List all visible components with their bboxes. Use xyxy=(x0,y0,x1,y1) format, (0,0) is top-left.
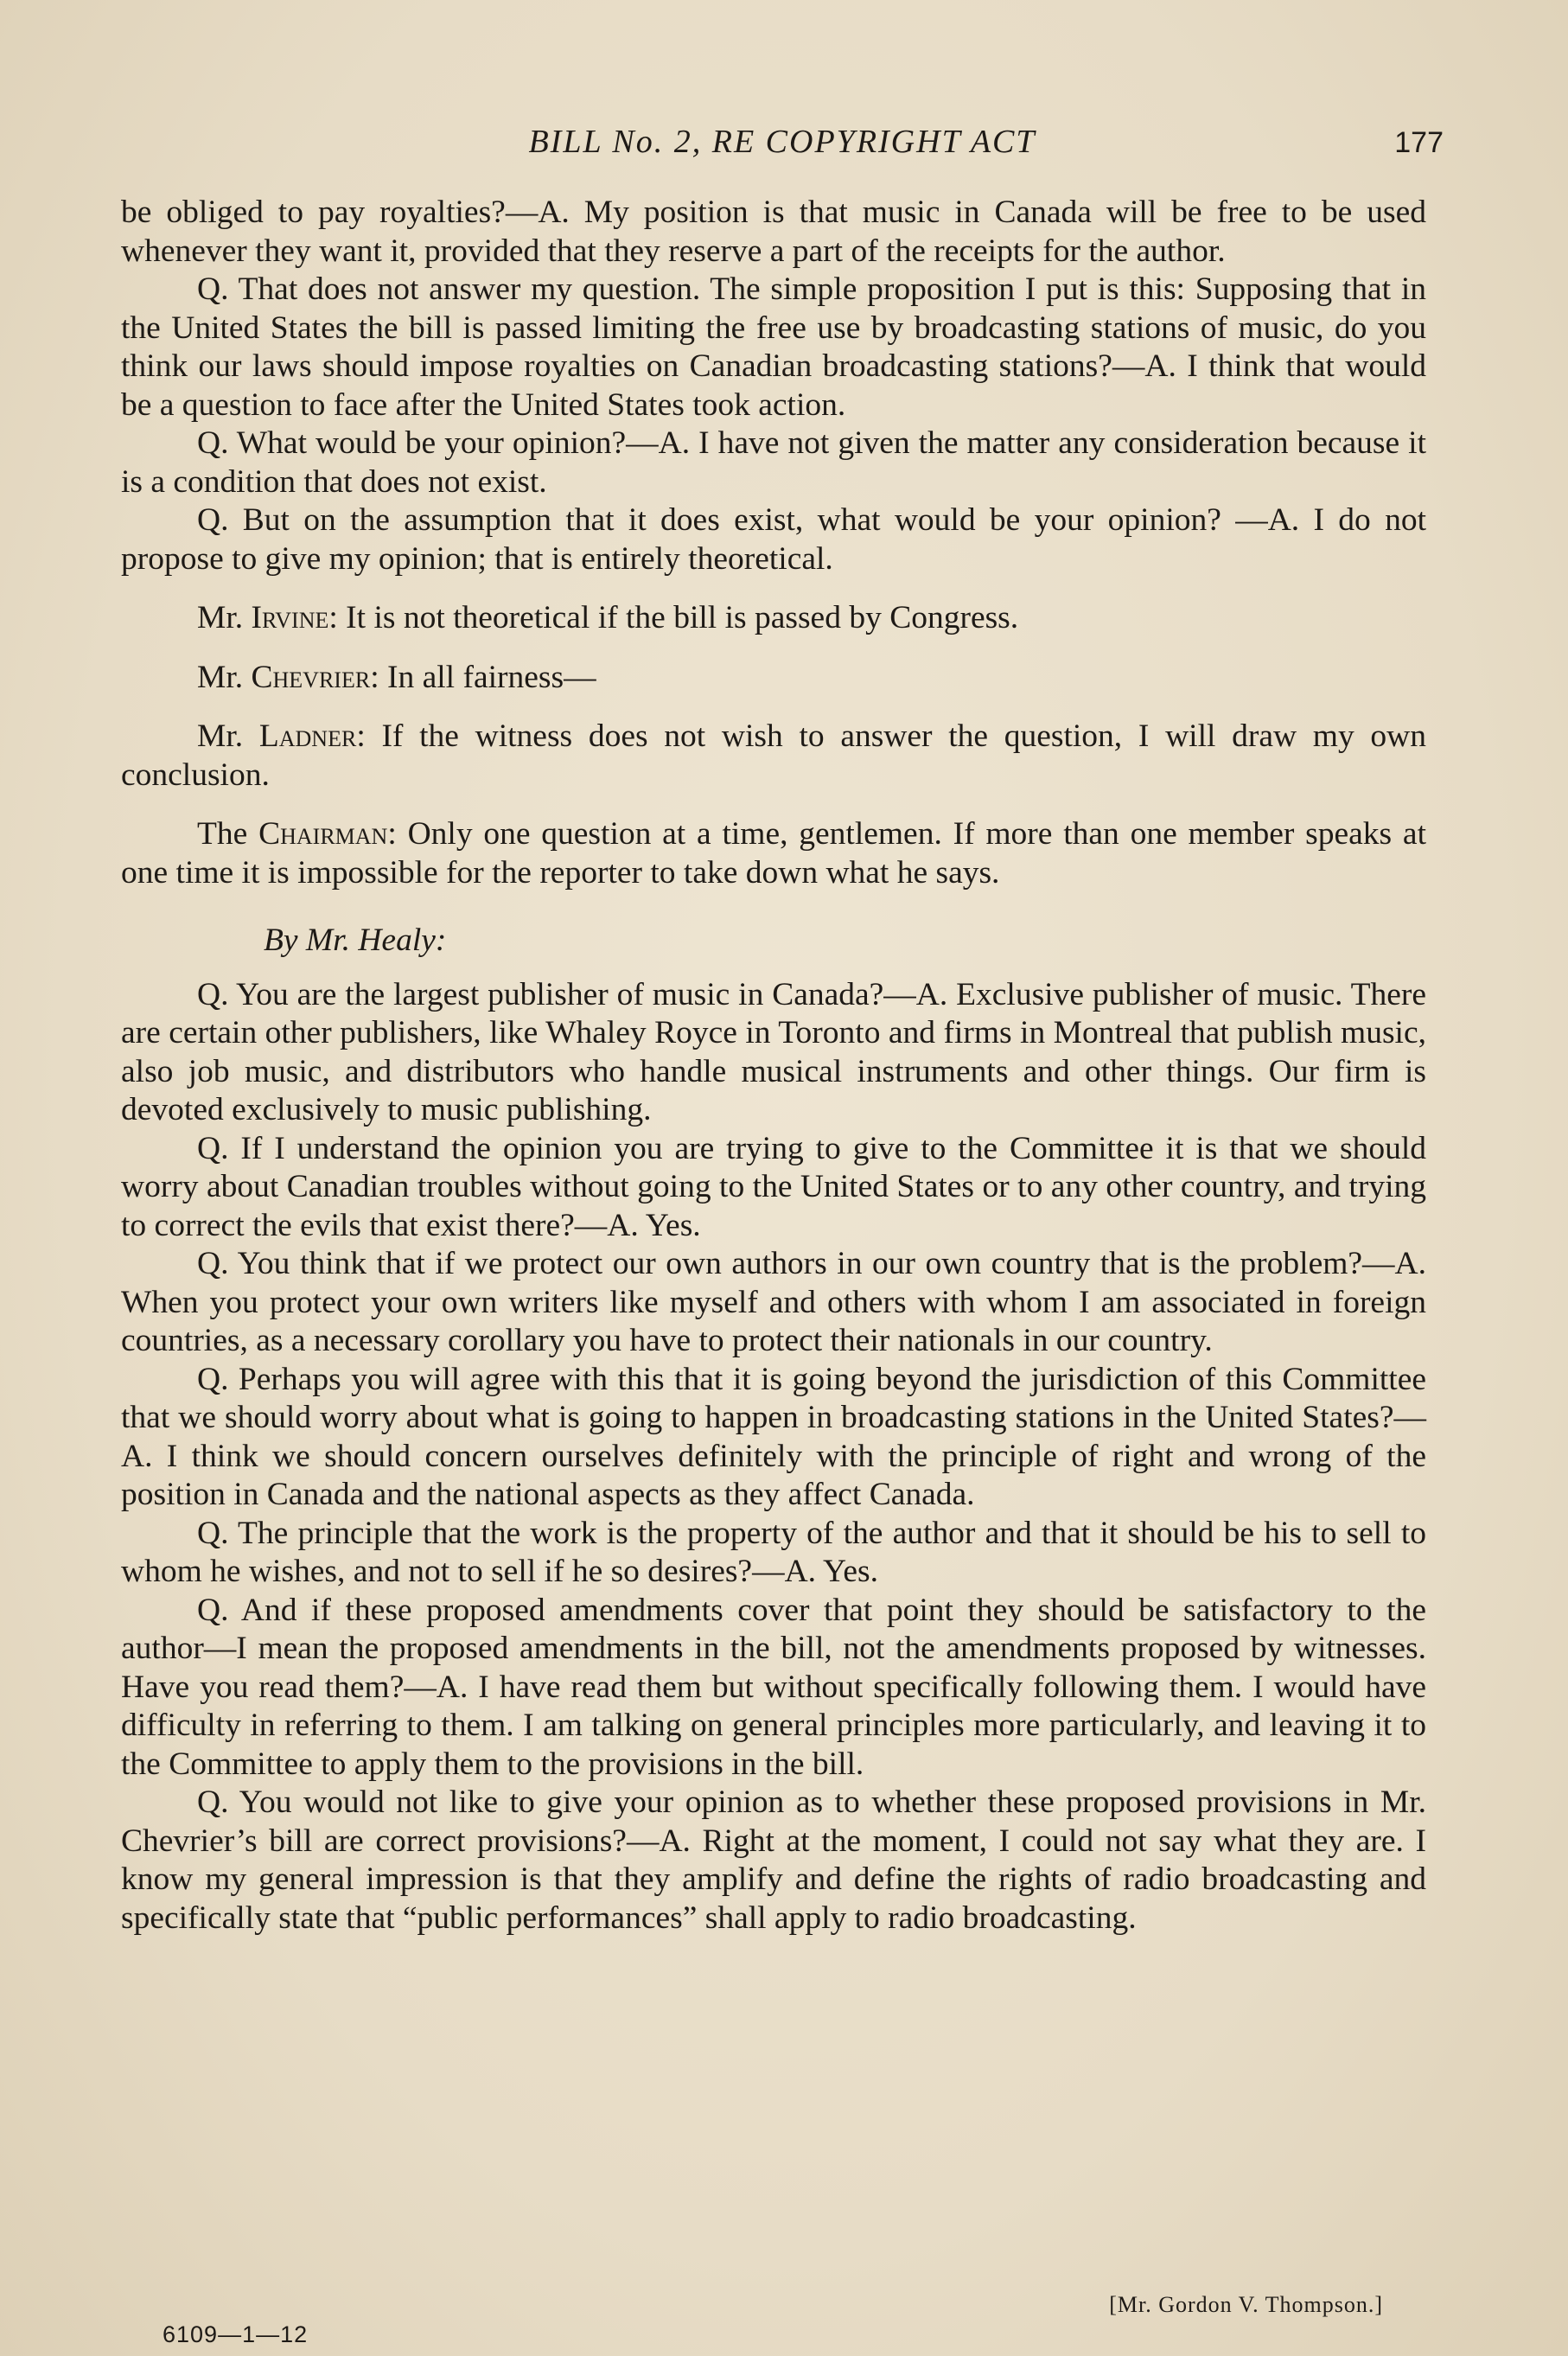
speaker-text: Only one question at a time, gentlemen. If more than one member speaks at one time it is impossible for the reporter to take down what he says. xyxy=(121,816,1426,891)
witness-attribution: [Mr. Gordon V. Thompson.] xyxy=(1109,2292,1383,2317)
speaker-name: Irvine xyxy=(251,600,329,635)
byline: By Mr. Healy: xyxy=(264,923,447,958)
speaker-exchange: Mr. Chevrier: In all fairness— xyxy=(197,659,596,695)
speaker-name: Chevrier xyxy=(251,659,371,695)
question-answer: Q. You think that if we protect our own authors in our own country that is the problem?—A. When you protect your own writers like myself and others with whom I am associated in foreign countries, as a necessary corollary you have to protect their nationals in our country. xyxy=(121,1246,1426,1358)
running-title: BILL No. 2, RE COPYRIGHT ACT xyxy=(528,124,1036,160)
page-header xyxy=(121,123,1444,168)
speaker-title: Mr. xyxy=(197,600,252,635)
speaker-name: Ladner xyxy=(258,718,357,754)
question-answer: Q. And if these proposed amendments cover that point they should be satisfactory to the author—I mean the proposed amendments in the bill, not the amendments proposed by witnesses. Have you read them?—A. I have read them but without specifically following them. I would have difficulty in referring to them. I am talking on general principles more particularly, and leaving it to the Committee to apply them to the provisions in the bill. xyxy=(121,1592,1426,1782)
question-answer: Q. Perhaps you will agree with this that it is going beyond the jurisdiction of this Committee that we should worry about what is going to happen in broadcasting stations in the United States?—A. I think we should concern ourselves definitely with the principle of right and wrong of the position in Canada and the national aspects as they affect Canada. xyxy=(121,1361,1426,1512)
page-body xyxy=(121,194,1426,1938)
question-answer: Q. You would not like to give your opinion as to whether these proposed provisions in Mr. Chevrier’s bill are correct provisions?—A. Right at the moment, I could not say what they are. I know my general impression is that they amplify and define the rights of radio broadcasting and specifically state that “public performances” shall apply to radio broadcasting. xyxy=(121,1785,1426,1936)
question-answer: Q. If I understand the opinion you are trying to give to the Committee it is that we should worry about Canadian troubles without going to the United States or to any other country, and trying to correct the evils that exist there?—A. Yes. xyxy=(121,1130,1426,1243)
paragraph: Q. That does not answer my question. The simple proposition I put is this: Supposing that in the United States the bill is passed limiting the free use by broadcasting stations of music, do you think our laws should impose royalties on Canadian broadcasting stations?—A. I think that would be a question to face after the United States took action. xyxy=(121,271,1426,423)
page-number: 177 xyxy=(1394,126,1444,159)
question-answer: Q. You are the largest publisher of music in Canada?—A. Exclusive publisher of music. There are certain other publishers, like Whaley Royce in Toronto and firms in Montreal that publish music, also job music, and distributors who handle musical instruments and other things. Our firm is devoted exclusively to music publishing. xyxy=(121,976,1426,1127)
speaker-title: Mr. xyxy=(197,659,252,695)
speaker-title: Mr. xyxy=(197,718,259,754)
speaker-exchange: The Chairman: Only one question at a time, gentlemen. If more than one member speaks at one time it is impossible for the reporter to take down what he says. xyxy=(121,816,1426,891)
speaker-name: Chairman xyxy=(258,816,388,852)
speaker-text: If the witness does not wish to answer the question, I will draw my own conclusion. xyxy=(121,718,1426,793)
speaker-exchange: Mr. Irvine: It is not theoretical if the bill is passed by Congress. xyxy=(197,600,1019,635)
paragraph: Q. What would be your opinion?—A. I have not given the matter any consideration because it is a condition that does not exist. xyxy=(121,425,1426,500)
question-answer: Q. The principle that the work is the property of the author and that it should be his to sell to whom he wishes, and not to sell if he so desires?—A. Yes. xyxy=(121,1515,1426,1589)
speaker-text: It is not theoretical if the bill is passed by Congress. xyxy=(346,600,1019,635)
paragraph: be obliged to pay royalties?—A. My position is that music in Canada will be free to be used whenever they want it, provided that they reserve a part of the receipts for the author. xyxy=(121,195,1426,269)
paragraph: Q. But on the assumption that it does exist, what would be your opinion? —A. I do not propose to give my opinion; that is entirely theoretical. xyxy=(121,502,1426,577)
speaker-exchange: Mr. Ladner: If the witness does not wish to answer the question, I will draw my own conclusion. xyxy=(121,718,1426,793)
speaker-title: The xyxy=(197,816,259,852)
speaker-text: In all fairness— xyxy=(386,659,596,695)
printer-signature: 6109—1—12 xyxy=(163,2321,309,2347)
